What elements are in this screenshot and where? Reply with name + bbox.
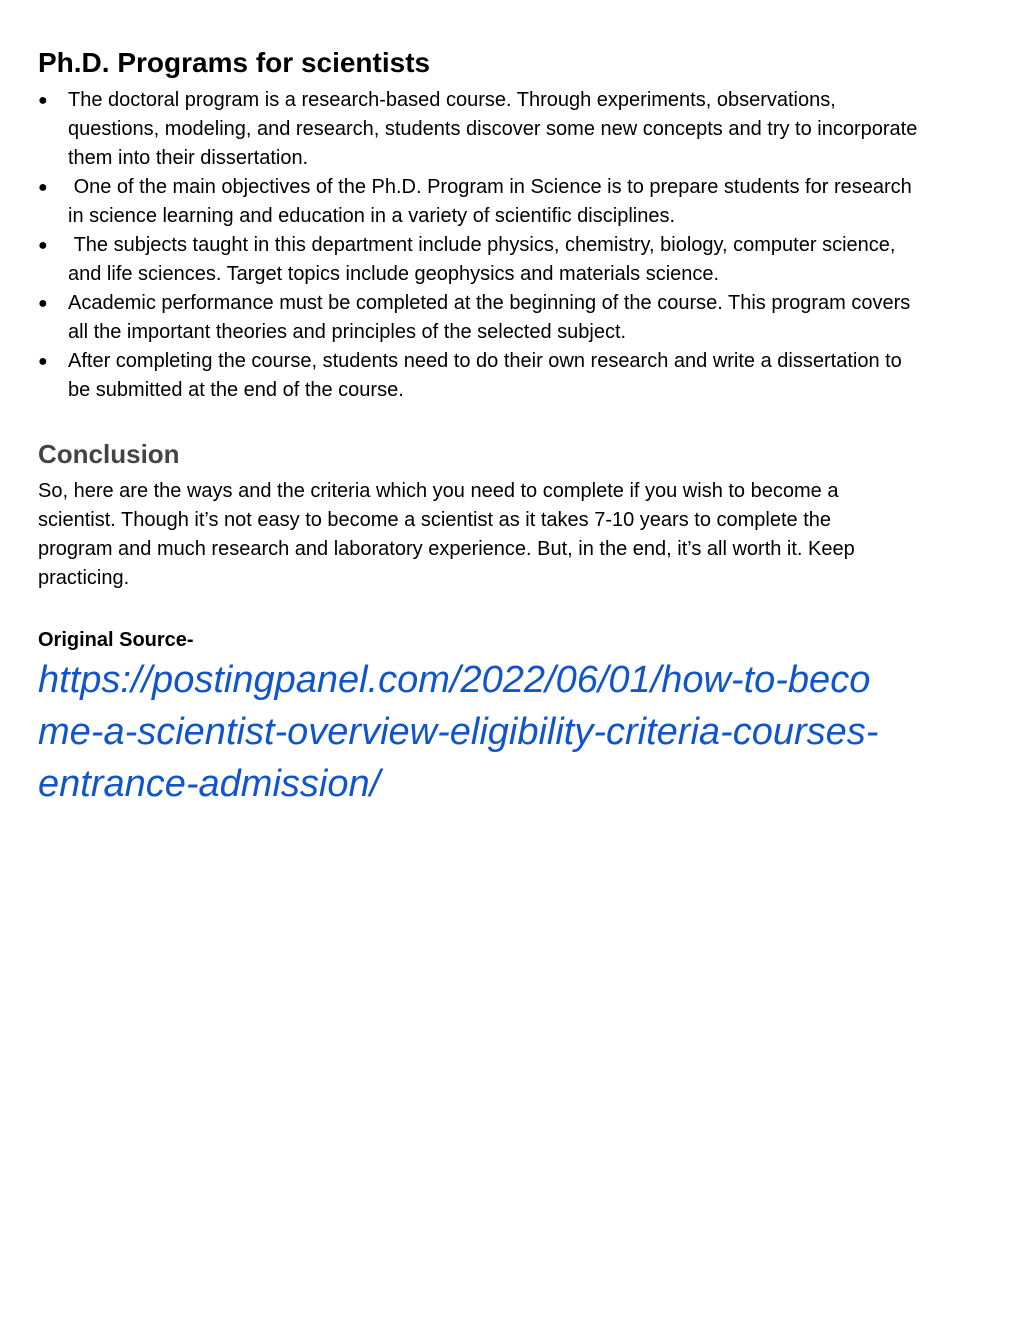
list-item: [38, 289, 928, 347]
list-item-text: One of the main objectives of the Ph.D. Program in Science is to prepare students for research in science learning and education in a variety of scientific disciplines.: [68, 176, 918, 227]
bullet-icon: ●: [38, 92, 48, 109]
phd-programs-list: [38, 86, 928, 405]
list-item-text: Academic performance must be completed at the beginning of the course. This program covers all the important theories and principles of the selected subject.: [68, 292, 911, 343]
section-heading-conclusion: Conclusion: [38, 439, 180, 469]
list-item: [38, 86, 928, 173]
original-source-label: Original Source-: [38, 629, 194, 651]
list-item-text: The subjects taught in this department include physics, chemistry, biology, computer science, and life sciences. Target topics include geophysics and materials science.: [68, 234, 901, 285]
document-page: [38, 44, 928, 810]
list-item-text: After completing the course, students need to do their own research and write a dissertation to be submitted at the end of the course.: [68, 350, 902, 401]
original-source-link[interactable]: https://postingpanel.com/2022/06/01/how-to-become-a-scientist-overview-eligibility-criteria-courses-entrance-admission/: [38, 659, 879, 805]
bullet-icon: ●: [38, 237, 48, 254]
bullet-icon: ●: [38, 353, 48, 370]
list-item-text: The doctoral program is a research-based course. Through experiments, observations, questions, modeling, and research, students discover some new concepts and try to incorporate them into their dissertation.: [68, 89, 918, 169]
section-heading-phd-programs: Ph.D. Programs for scientists: [38, 47, 431, 78]
list-item: [38, 231, 928, 289]
conclusion-paragraph: So, here are the ways and the criteria which you need to complete if you wish to become a scientist. Though it’s not easy to become a scientist as it takes 7-10 years to complete the program and much research and laboratory experience. But, in the end, it’s all worth it. Keep practicing.: [38, 480, 855, 589]
bullet-icon: ●: [38, 179, 48, 196]
list-item: [38, 173, 928, 231]
bullet-icon: ●: [38, 295, 48, 312]
list-item: [38, 347, 928, 405]
